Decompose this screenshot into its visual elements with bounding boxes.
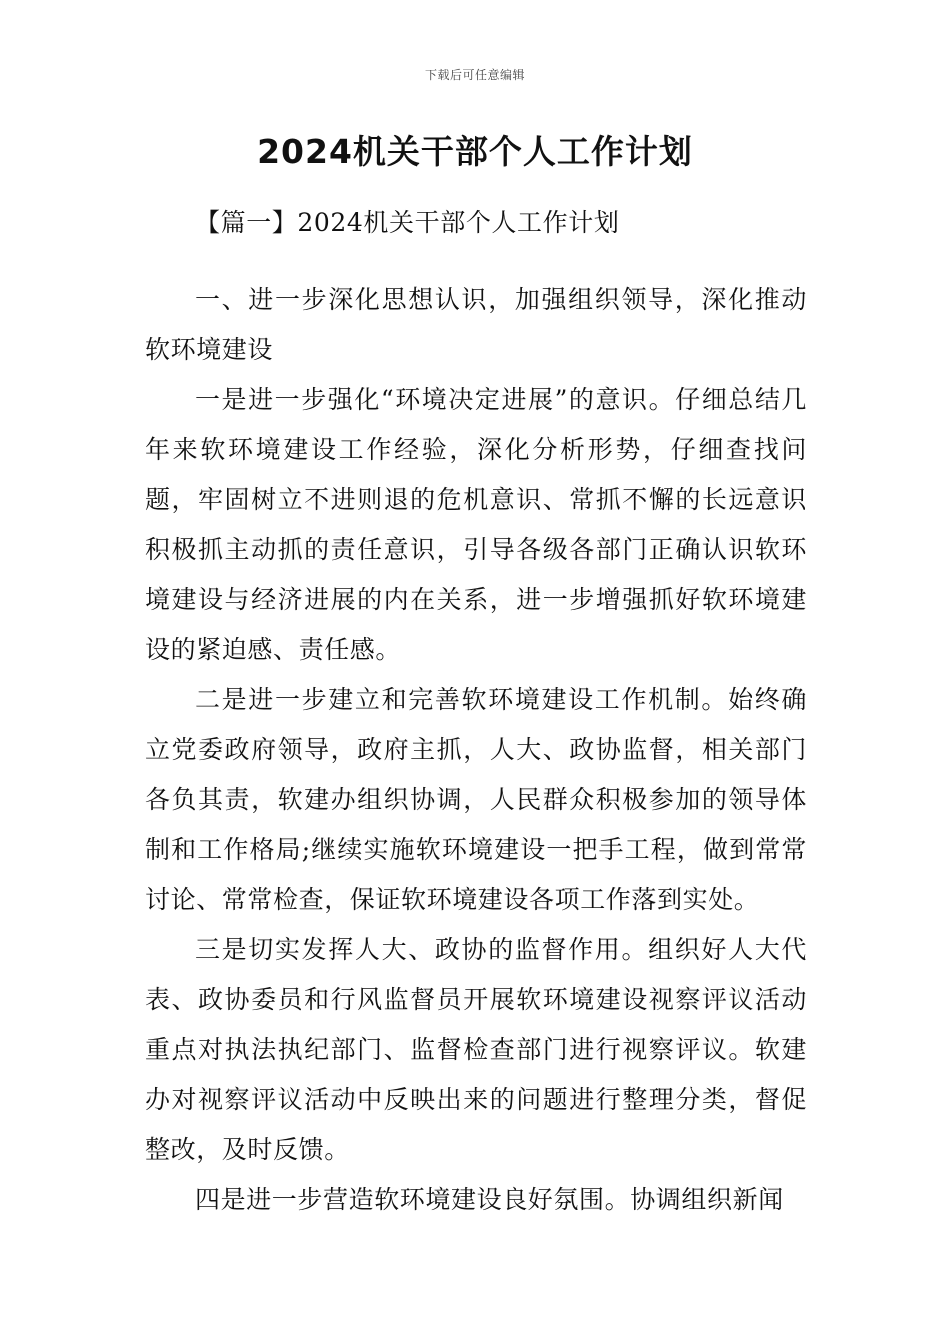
document-body (145, 198, 807, 1225)
paragraph-2: 一是进一步强化“环境决定进展”的意识。仔细总结几年来软环境建设工作经验，深化分析形势，仔细查找问题，牢固树立不进则退的危机意识、常抓不懈的长远意识积极抓主动抓的责任意识，引导各级各部门正确认识软环境建设与经济进展的内在关系，进一步增强抓好软环境建设的紧迫感、责任感。 (145, 385, 807, 664)
document-title: 2024机关干部个人工作计划 (257, 132, 693, 171)
paragraph-5: 四是进一步营造软环境建设良好氛围。协调组织新闻 (195, 1185, 784, 1214)
paragraph-1: 一、进一步深化思想认识，加强组织领导，深化推动软环境建设 (145, 285, 807, 364)
paragraph-3: 二是进一步建立和完善软环境建设工作机制。始终确立党委政府领导，政府主抓，人大、政协监督，相关部门各负其责，软建办组织协调，人民群众积极参加的领导体制和工作格局;继续实施软环境建设一把手工程，做到常常讨论、常常检查，保证软环境建设各项工作落到实处。 (145, 685, 807, 914)
section-heading: 【篇一】2024机关干部个人工作计划 (195, 208, 620, 237)
header-note: 下载后可任意编辑 (424, 68, 525, 82)
paragraph-4: 三是切实发挥人大、政协的监督作用。组织好人大代表、政协委员和行风监督员开展软环境建设视察评议活动重点对执法执纪部门、监督检查部门进行视察评议。软建办对视察评议活动中反映出来的问题进行整理分类，督促整改，及时反馈。 (145, 935, 807, 1164)
